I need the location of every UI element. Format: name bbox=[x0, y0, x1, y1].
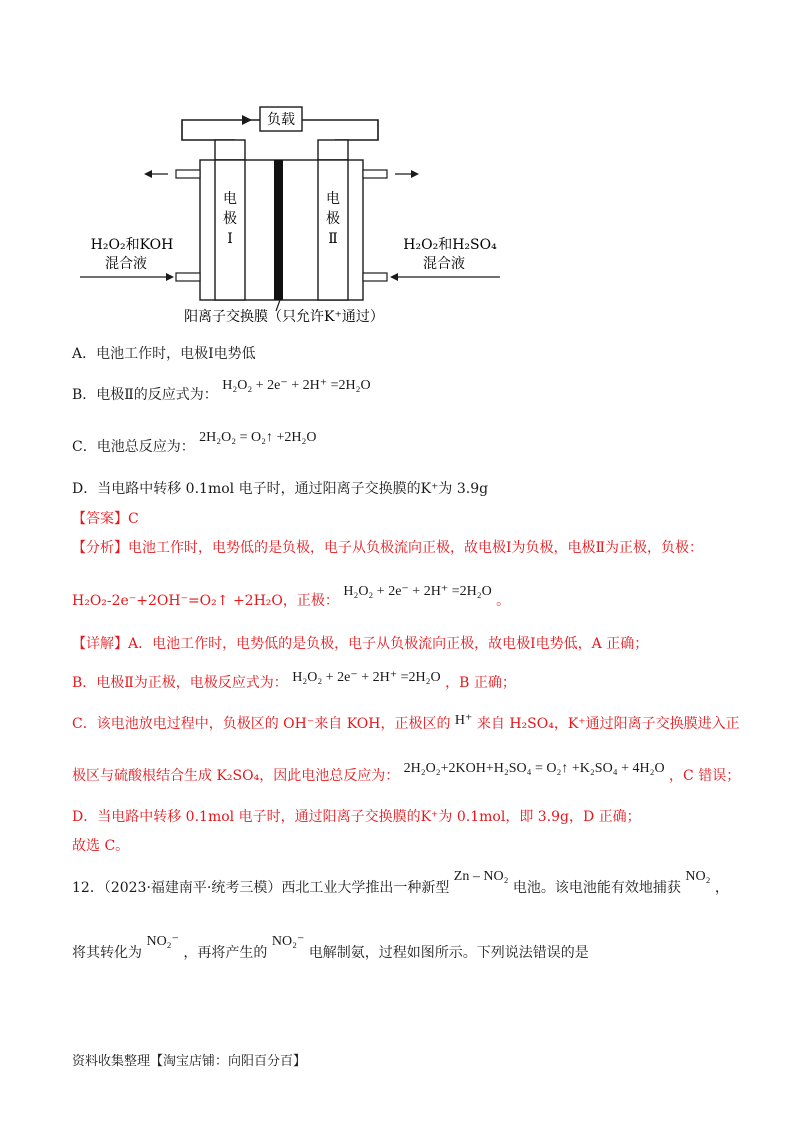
left-inlet-pipe bbox=[176, 273, 200, 281]
left-solution-label-2: 混合液 bbox=[105, 256, 147, 272]
question-12-part-2: 电池。该电池能有效地捕获 bbox=[512, 880, 681, 896]
conclusion: 故选 C。 bbox=[72, 838, 130, 854]
question-12-intro: 12．（2023·福建南平·统考三模）西北工业大学推出一种新型 bbox=[72, 880, 450, 896]
option-b bbox=[72, 378, 371, 404]
question-12-line-2-part-1: 将其转化为 bbox=[72, 945, 142, 961]
left-outlet-pipe bbox=[176, 170, 200, 178]
detail-d: D．当电路中转移 0.1mol 电子时，通过阳离子交换膜的K⁺为 0.1mol，即 3.9g，D 正确； bbox=[72, 809, 641, 825]
option-c-formula: 2H₂O₂ = O₂↑ +2H₂O bbox=[199, 430, 317, 445]
left-solution-label-1: H₂O₂和KOH bbox=[90, 237, 174, 253]
detail-c-h-ion: H⁺ bbox=[454, 713, 473, 728]
detail-c-line-1-end: 来自 H₂SO₄，K⁺通过阳离子交换膜进入正 bbox=[476, 716, 740, 732]
electrode-2-label-3: Ⅱ bbox=[328, 231, 338, 247]
electrode-2-label-2: 极 bbox=[326, 211, 340, 227]
question-12-line-2-part-3: 电解制氨，过程如图所示。下列说法错误的是 bbox=[308, 945, 589, 961]
question-12-line-2 bbox=[72, 934, 589, 962]
detail-a: 【详解】A．电池工作时，电势低的是负极，电子从负极流向正极，故电极Ⅰ电势低，A 正确； bbox=[72, 636, 649, 652]
right-outflow-arrow-icon bbox=[411, 170, 419, 178]
answer: 【答案】C bbox=[72, 511, 139, 527]
detail-c-line-1-text: C．该电池放电过程中，负极区的 OH⁻来自 KOH，正极区的 bbox=[72, 716, 451, 732]
option-c bbox=[72, 430, 317, 456]
right-inflow-arrow-icon bbox=[390, 273, 398, 281]
membrane-caption: 阳离子交换膜（只允许K⁺通过） bbox=[184, 309, 384, 325]
detail-c-line-2-text: 极区与硫酸根结合生成 K₂SO₄，因此电池总反应为： bbox=[72, 768, 400, 784]
left-outflow-arrow-icon bbox=[144, 170, 152, 178]
electrode-1 bbox=[215, 160, 245, 300]
option-b-formula: H₂O₂ + 2e⁻ + 2H⁺ =2H₂O bbox=[222, 378, 371, 393]
question-12-formula-nitrite-2: NO₂⁻ bbox=[271, 934, 305, 949]
analysis-line-1: 【分析】电池工作时，电势低的是负极，电子从负极流向正极，故电极Ⅰ为负极，电极Ⅱ为正极，负极： bbox=[72, 540, 704, 556]
load-label: 负载 bbox=[267, 112, 295, 128]
analysis-positive-formula: H₂O₂ + 2e⁻ + 2H⁺ =2H₂O bbox=[343, 584, 492, 599]
detail-total-formula: 2H₂O₂+2KOH+H₂SO₄ = O₂↑ +K₂SO₄ + 4H₂O bbox=[403, 761, 665, 776]
footer: 资料收集整理【淘宝店铺：向阳百分百】 bbox=[72, 1054, 307, 1069]
left-inflow-arrow-icon bbox=[166, 273, 174, 281]
option-c-text: C．电池总反应为： bbox=[72, 439, 195, 455]
electrode-1-label-3: Ⅰ bbox=[227, 231, 233, 247]
option-b-text: B．电极Ⅱ的反应式为： bbox=[72, 387, 218, 403]
electrode-1-top bbox=[215, 140, 245, 160]
detail-b bbox=[72, 672, 516, 692]
right-solution-label-2: 混合液 bbox=[423, 256, 465, 272]
electrode-2 bbox=[318, 160, 348, 300]
electrode-2-label-1: 电 bbox=[326, 191, 340, 207]
option-a: A．电池工作时，电极Ⅰ电势低 bbox=[72, 346, 256, 362]
question-12-formula-nitrite-1: NO₂⁻ bbox=[146, 934, 179, 949]
question-12-formula-zn-no2: Zn – NO₂ bbox=[453, 869, 509, 884]
electrode-1-label-1: 电 bbox=[223, 191, 237, 207]
detail-b-end: ，B 正确； bbox=[445, 675, 516, 691]
question-12-line-2-part-2: ，再将产生的 bbox=[183, 945, 268, 961]
detail-c-line-1 bbox=[72, 713, 740, 733]
analysis-line-2 bbox=[72, 584, 511, 610]
analysis-line-2-end: 。 bbox=[496, 593, 511, 609]
question-12-line-1 bbox=[72, 869, 729, 897]
right-inlet-pipe bbox=[363, 273, 387, 281]
question-12-formula-no2: NO₂ bbox=[685, 869, 711, 884]
analysis-line-2-text: H₂O₂-2e⁻+2OH⁻=O₂↑ +2H₂O，正极： bbox=[72, 593, 339, 609]
detail-c-line-2-end: ，C 错误； bbox=[669, 768, 741, 784]
detail-c-line-2 bbox=[72, 761, 741, 785]
current-arrow-icon bbox=[242, 115, 252, 125]
detail-b-text: B．电极Ⅱ为正极，电极反应式为： bbox=[72, 675, 288, 691]
electrode-1-label-2: 极 bbox=[223, 211, 237, 227]
battery-diagram bbox=[60, 95, 520, 330]
right-outlet-pipe bbox=[363, 170, 387, 178]
question-12-part-3: ， bbox=[714, 880, 729, 896]
ion-exchange-membrane bbox=[274, 160, 283, 300]
detail-b-formula: H₂O₂ + 2e⁻ + 2H⁺ =2H₂O bbox=[292, 670, 441, 685]
option-d: D．当电路中转移 0.1mol 电子时，通过阳离子交换膜的K⁺为 3.9g bbox=[72, 481, 489, 497]
right-solution-label-1: H₂O₂和H₂SO₄ bbox=[403, 237, 497, 253]
electrode-2-top bbox=[318, 140, 348, 160]
